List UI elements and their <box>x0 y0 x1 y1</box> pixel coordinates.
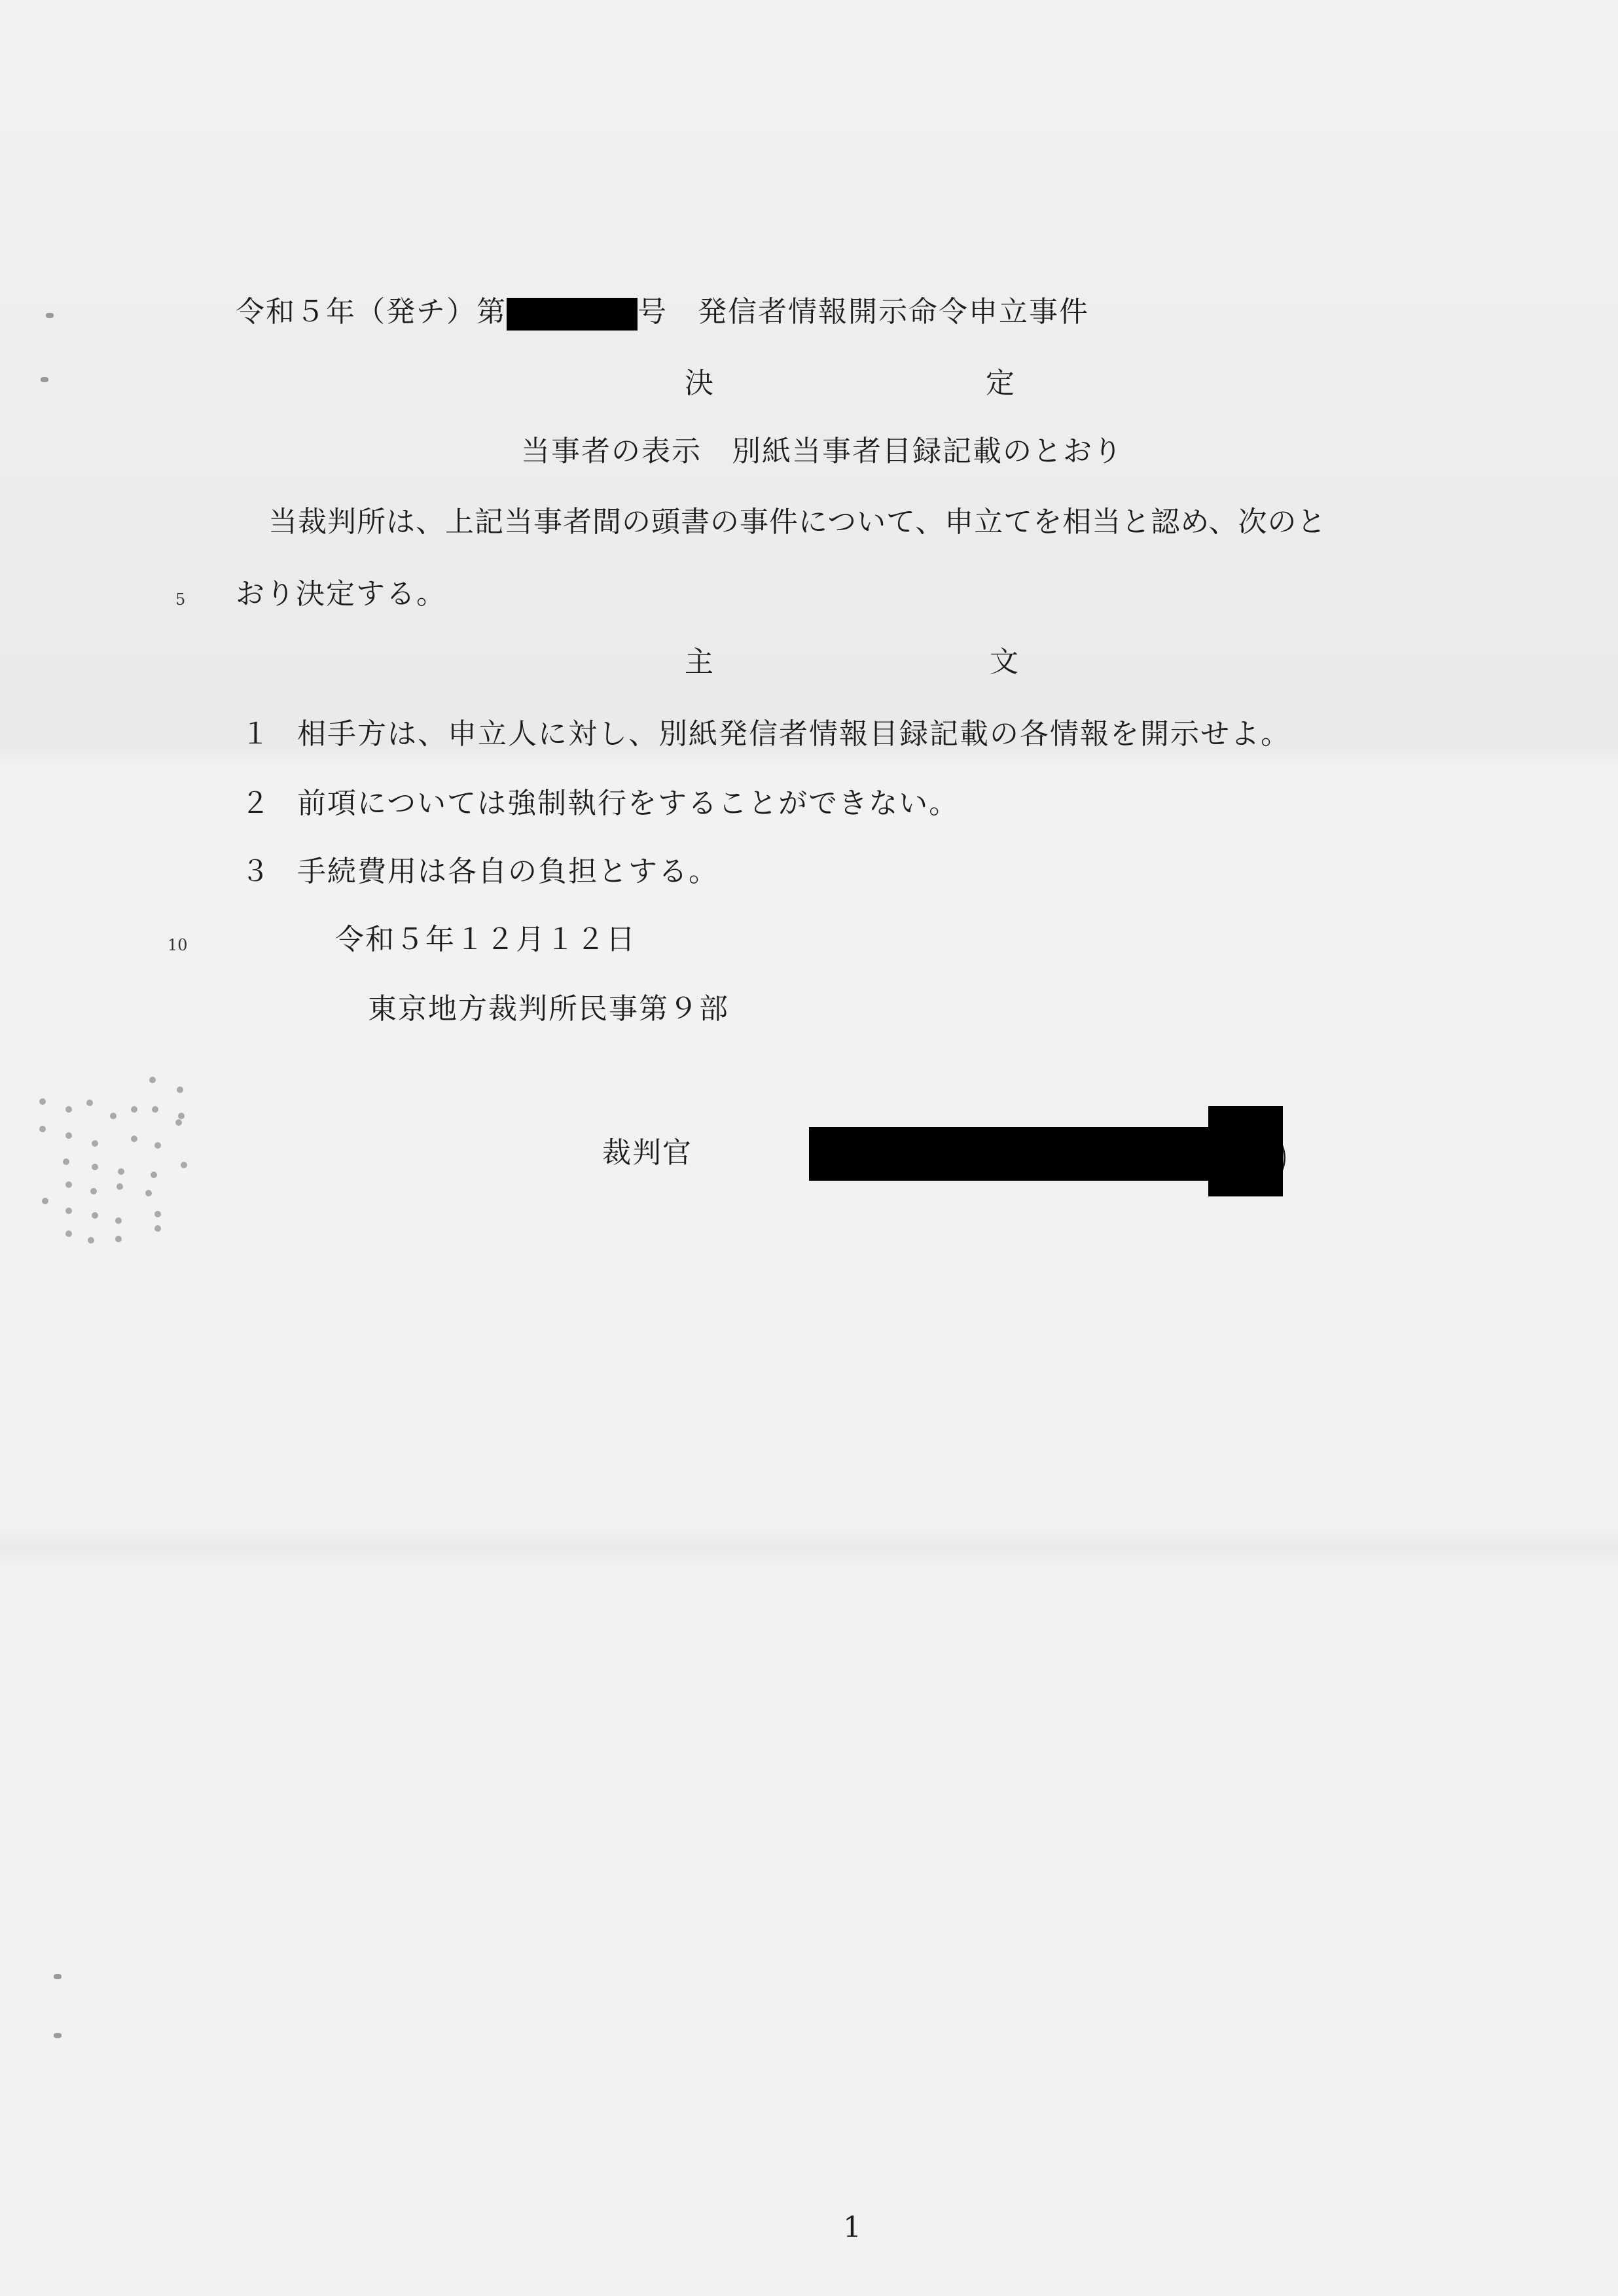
case-title: 号 発信者情報開示命令申立事件 <box>638 295 1089 329</box>
case-number-prefix: 令和５年（発チ）第 <box>236 295 507 329</box>
line-number-5: 5 <box>175 590 186 609</box>
document-title-char-2: 定 <box>986 367 1016 400</box>
judge-name-redaction <box>809 1127 1248 1181</box>
intro-line-2: おり決定する。 <box>236 577 446 611</box>
staple-mark <box>54 2033 62 2038</box>
line-number-10: 10 <box>168 936 188 954</box>
decision-date: 令和５年１２月１２日 <box>335 923 636 956</box>
order-item-1 <box>241 715 1291 754</box>
staple-mark <box>54 1974 62 1979</box>
main-text-heading-char-1: 主 <box>685 645 715 679</box>
parties-statement: 当事者の表示 別紙当事者目録記載のとおり <box>521 435 1123 468</box>
main-text-heading-char-2: 文 <box>990 645 1020 679</box>
intro-line-1: 当裁判所は、上記当事者間の頭書の事件について、申立てを相当と認め、次のと <box>268 505 1327 539</box>
case-number-redaction <box>507 298 638 331</box>
order-number: ３ <box>241 855 271 888</box>
order-number: １ <box>241 717 271 751</box>
judge-label: 裁判官 <box>602 1136 692 1170</box>
staple-mark <box>46 313 54 318</box>
page-number: 1 <box>843 2211 861 2244</box>
order-number: ２ <box>241 787 271 820</box>
court-name: 東京地方裁判所民事第９部 <box>368 992 729 1026</box>
case-header <box>236 293 1089 332</box>
order-text: 手続費用は各自の負担とする。 <box>297 855 719 888</box>
order-text: 相手方は、申立人に対し、別紙発信者情報目録記載の各情報を開示せよ。 <box>297 717 1291 751</box>
staple-mark <box>41 377 48 382</box>
judge-seal-redaction <box>1208 1106 1283 1196</box>
order-item-2 <box>241 784 959 823</box>
order-text: 前項については強制執行をすることができない。 <box>297 787 960 820</box>
document-title-char-1: 決 <box>685 367 715 400</box>
order-item-3 <box>241 852 719 891</box>
